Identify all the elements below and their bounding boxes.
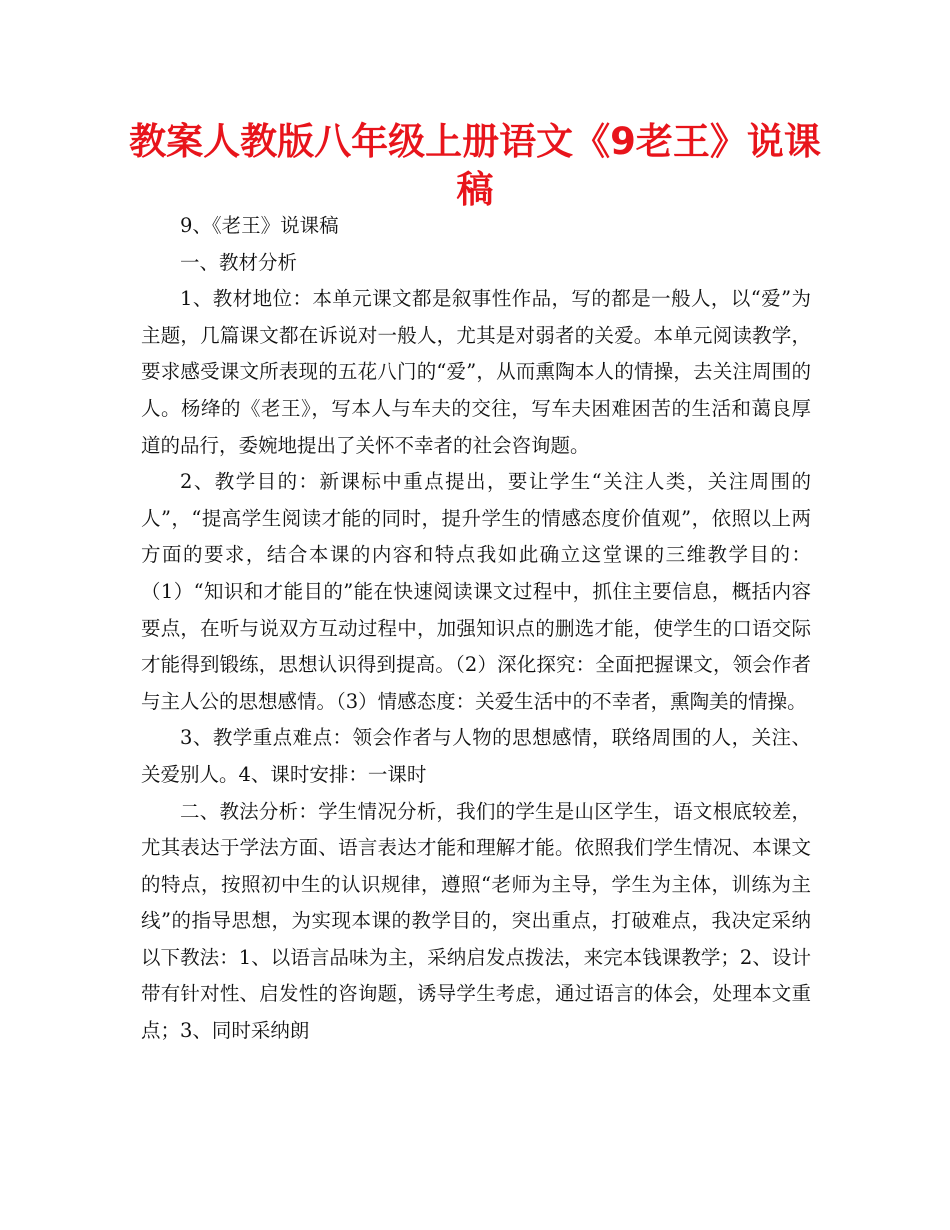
paragraph-key-points: 3、教学重点难点：领会作者与人物的思想感情，联络周围的人，关注、关爱别人。4、课时安排：一课时 xyxy=(141,726,811,786)
paragraph-textbook-position: 1、教材地位：本单元课文都是叙事性作品，写的都是一般人，以“爱”为主题，几篇课文都在诉说对一般人，尤其是对弱者的关爱。本单元阅读教学，要求感受课文所表现的五花八门的“爱”，从而熏陶本人的情操，去关注周围的人。杨绛的《老王》，写本人与车夫的交往，写车夫困难困苦的生活和蔼良厚道的品行，委婉地提出了关怀不幸者的社会咨询题。 xyxy=(141,287,811,457)
document-title: 教案人教版八年级上册语文《9老王》说课稿 xyxy=(129,120,821,211)
lesson-heading: 9、《老王》说课稿 xyxy=(180,214,339,237)
document-body xyxy=(141,208,811,1050)
paragraph-teaching-goals: 2、教学目的：新课标中重点提出，要让学生“关注人类，关注周围的人”，“提高学生阅读才能的同时，提升学生的情感态度价值观”，依照以上两方面的要求，结合本课的内容和特点我如此确立这堂课的三维教学目的：（1）“知识和才能目的”能在快速阅读课文过程中，抓住主要信息，概括内容要点，在听与说双方互动过程中，加强知识点的删选才能，使学生的口语交际才能得到锻练，思想认识得到提高。（2）深化探究：全面把握课文，领会作者与主人公的思想感情。（3）情感态度：关爱生活中的不幸者，熏陶美的情操。 xyxy=(141,470,811,713)
paragraph-teaching-methods: 二、教法分析：学生情况分析，我们的学生是山区学生，语文根底较差，尤其表达于学法方面、语言表达才能和理解才能。依照我们学生情况、本课文的特点，按照初中生的认识规律，遵照“老师为主导，学生为主体，训练为主线”的指导思想，为实现本课的教学目的，突出重点，打破难点，我决定采纳以下教法：1、以语言品味为主，采纳启发点拨法，来完本钱课教学；2、设计带有针对性、启发性的咨询题，诱导学生考虑，通过语言的体会，处理本文重点；3、同时采纳朗 xyxy=(141,799,811,1043)
section-heading-textbook-analysis: 一、教材分析 xyxy=(180,250,298,274)
